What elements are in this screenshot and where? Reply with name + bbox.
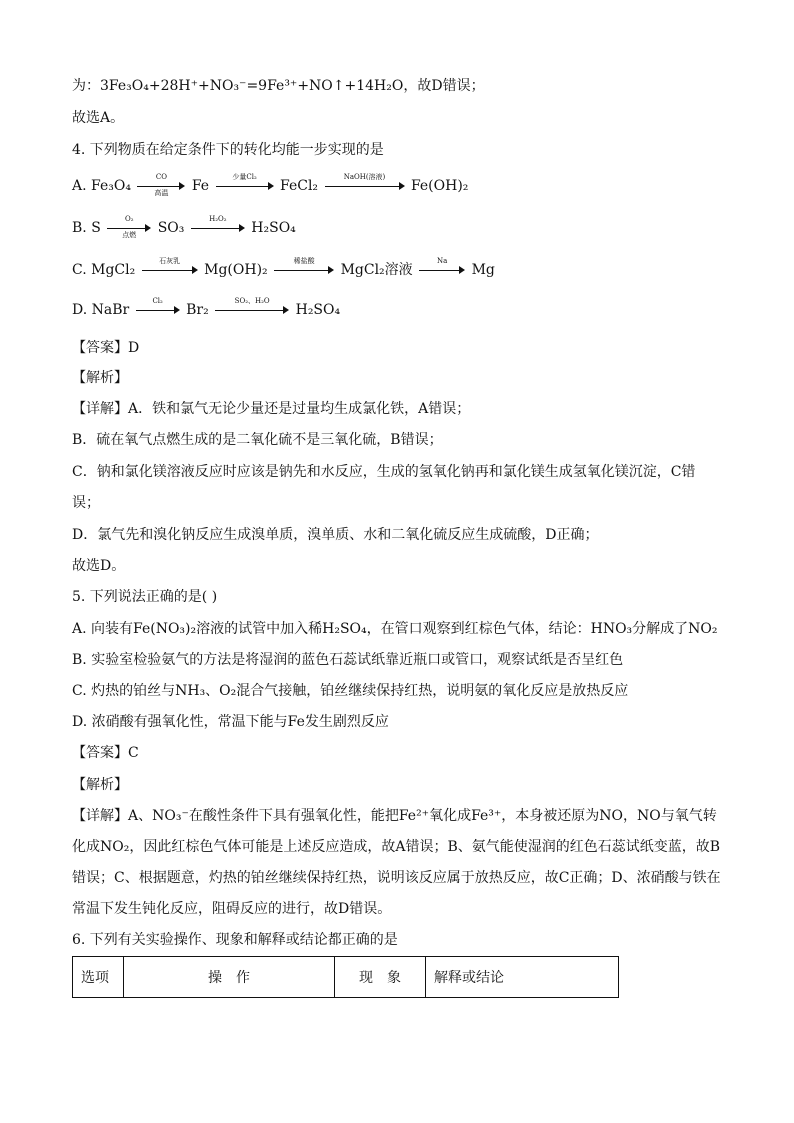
arrow-condition: O₂: [124, 215, 134, 223]
reactant: B. S: [72, 220, 101, 236]
arrow-condition: Cl₂: [152, 297, 163, 305]
text-line: 故选A。: [72, 110, 125, 126]
option-d: [72, 297, 341, 320]
reactant: A. Fe₃O₄: [72, 178, 131, 194]
reaction-arrow: [215, 297, 289, 317]
explanation-line: 【详解】A、NO₃⁻在酸性条件下具有强氧化性，能把Fe²⁺氧化成Fe³⁺，本身被还原为NO，NO与氧气转: [72, 808, 717, 824]
answer-label: 【答案】D: [72, 340, 140, 356]
option-b: B. 实验室检验氨气的方法是将湿润的蓝色石蕊试纸靠近瓶口或管口，观察试纸是否呈红色: [72, 652, 624, 668]
explanation-line: C．钠和氯化镁溶液反应时应该是钠先和水反应，生成的氢氧化钠再和氯化镁生成氢氧化镁沉淀，C错: [72, 464, 696, 480]
reaction-arrow: [107, 215, 151, 239]
question-6: 6. 下列有关实验操作、现象和解释或结论都正确的是: [72, 932, 398, 948]
product: Mg: [471, 262, 495, 278]
answer-label: 【答案】C: [72, 745, 139, 761]
analysis-label: 【解析】: [72, 777, 128, 793]
option-c: C. 灼热的铂丝与NH₃、O₂混合气接触，铂丝继续保持红热，说明氨的氧化反应是放热反应: [72, 683, 629, 699]
table-header-cell: 选项: [73, 957, 124, 998]
explanation-line: 错误；C、根据题意，灼热的铂丝继续保持红热，说明该反应属于放热反应，故C正确；D、浓硝酸与铁在: [72, 870, 721, 886]
reaction-arrow: [274, 257, 334, 277]
explanation-line: 【详解】A．铁和氯气无论少量还是过量均生成氯化铁，A错误；: [72, 401, 471, 417]
reaction-arrow: [419, 257, 465, 277]
arrow-condition: 石灰乳: [159, 257, 181, 265]
explanation-line: 误；: [72, 495, 100, 511]
explanation-line: D．氯气先和溴化钠反应生成溴单质，溴单质、水和二氧化硫反应生成硫酸，D正确；: [72, 527, 599, 543]
text-line: 为：3Fe₃O₄+28H⁺+NO₃⁻=9Fe³⁺+NO↑+14H₂O，故D错误；: [72, 78, 485, 94]
arrow-condition: NaOH(溶液): [343, 173, 386, 181]
product: H₂SO₄: [295, 302, 341, 318]
arrow-condition: SO₂、H₂O: [234, 297, 270, 305]
arrow-condition: 点燃: [122, 231, 137, 239]
reaction-arrow: [142, 257, 198, 277]
arrow-condition: 稀盐酸: [293, 257, 315, 265]
reaction-arrow: [325, 173, 405, 193]
arrow-condition: 少量Cl₂: [232, 173, 257, 181]
analysis-label: 【解析】: [72, 370, 128, 386]
product: FeCl₂: [280, 178, 319, 194]
arrow-condition: H₂O₂: [209, 215, 227, 223]
option-a: A. 向装有Fe(NO₃)₂溶液的试管中加入稀H₂SO₄，在管口观察到红棕色气体，结论：HNO₃分解成了NO₂: [72, 621, 718, 637]
option-d: D. 浓硝酸有强氧化性，常温下能与Fe发生剧烈反应: [72, 714, 389, 730]
explanation-line: 化成NO₂，因此红棕色气体可能是上述反应造成，故A错误；B、氨气能使湿润的红色石蕊试纸变蓝，故B: [72, 839, 721, 855]
experiment-table: [72, 956, 619, 998]
reaction-arrow: [137, 173, 185, 197]
product: H₂SO₄: [251, 220, 296, 236]
product: Fe: [191, 178, 210, 194]
arrow-condition: Na: [436, 257, 448, 265]
explanation-line: B．硫在氧气点燃生成的是二氧化硫不是三氧化硫，B错误；: [72, 432, 443, 448]
question-4: 4. 下列物质在给定条件下的转化均能一步实现的是: [72, 142, 384, 158]
option-b: [72, 215, 296, 239]
reactant: D. NaBr: [72, 302, 130, 318]
table-header-cell: 解释或结论: [426, 957, 619, 998]
selection-line: 故选D。: [72, 558, 126, 574]
explanation-line: 常温下发生钝化反应，阻碍反应的进行，故D错误。: [72, 901, 392, 917]
product: MgCl₂溶液: [340, 262, 413, 278]
table-header-row: [73, 957, 619, 998]
product: SO₃: [157, 220, 185, 236]
product: Br₂: [186, 302, 209, 318]
arrow-condition: 高温: [154, 189, 169, 197]
option-a: [72, 173, 469, 197]
option-c: [72, 257, 495, 280]
product: Mg(OH)₂: [204, 262, 268, 278]
reaction-arrow: [191, 215, 245, 235]
arrow-condition: CO: [155, 173, 167, 181]
table-header-cell: 操 作: [124, 957, 335, 998]
table-header-cell: 现 象: [335, 957, 426, 998]
product: Fe(OH)₂: [410, 178, 469, 194]
reaction-arrow: [216, 173, 274, 193]
question-5: 5. 下列说法正确的是( ): [72, 589, 218, 605]
reaction-arrow: [136, 297, 180, 317]
reactant: C. MgCl₂: [72, 262, 136, 278]
